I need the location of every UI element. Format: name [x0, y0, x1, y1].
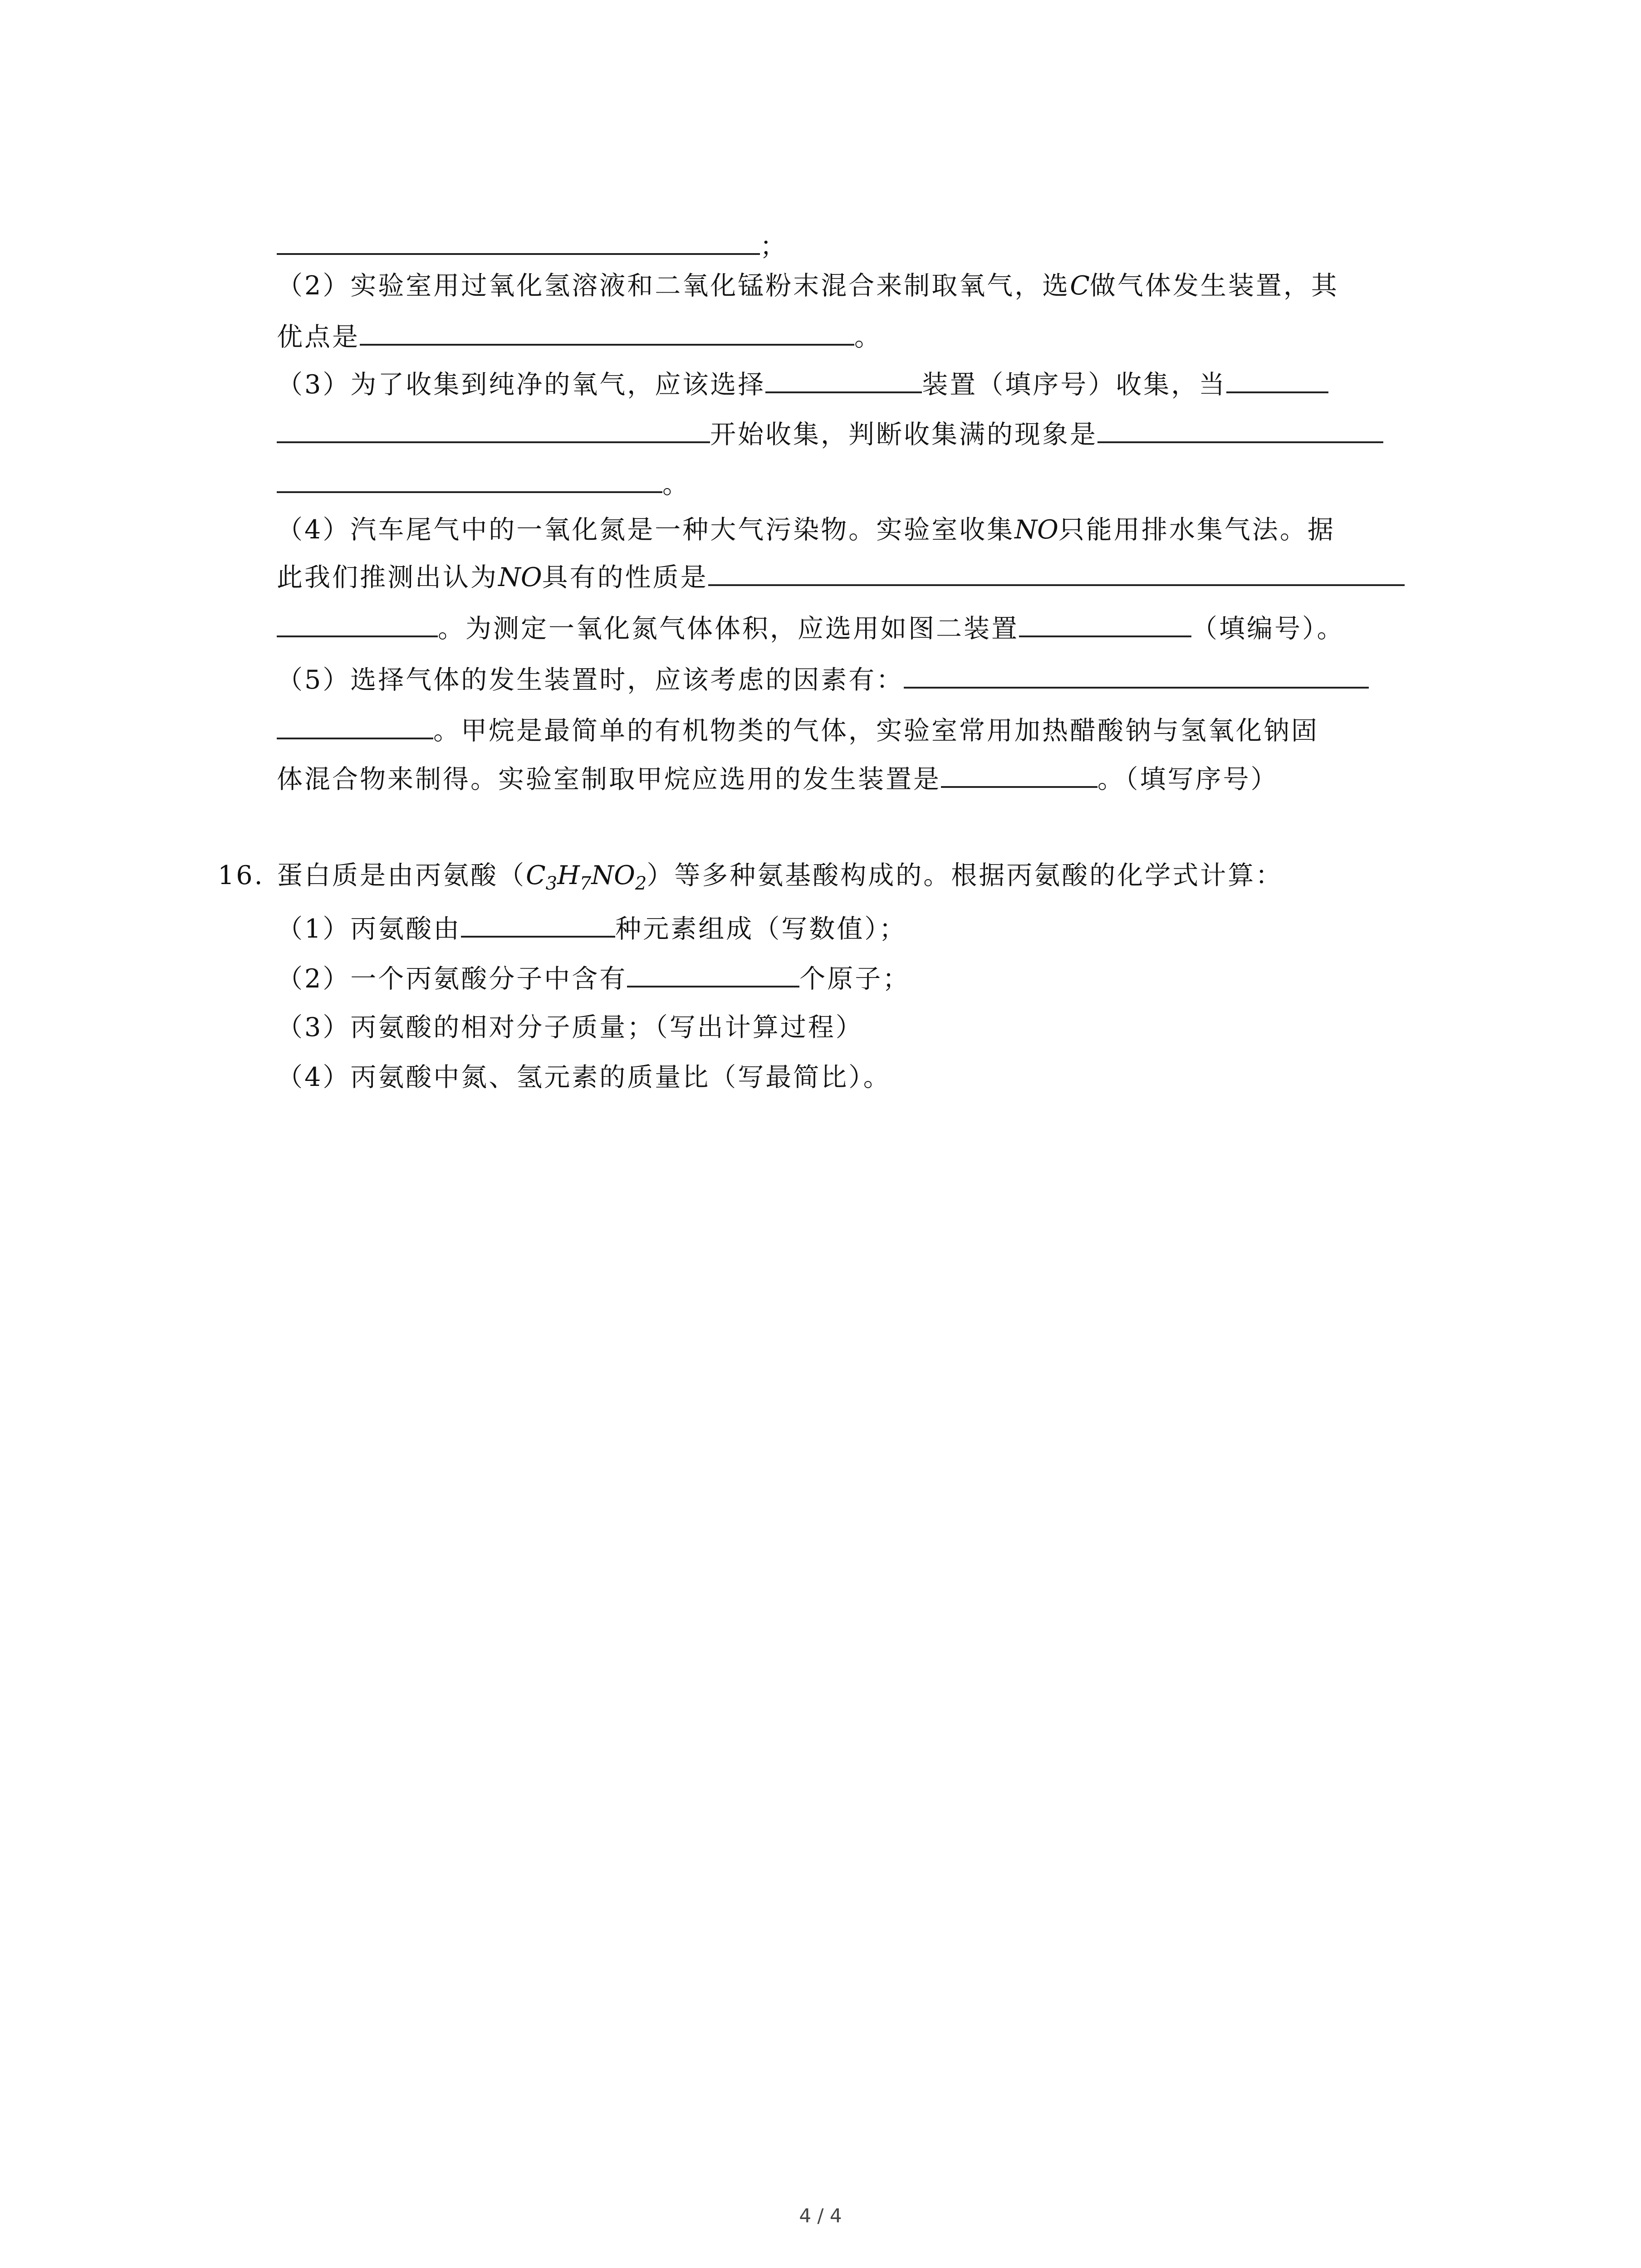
q16-sub-4: （4）丙氨酸中氮、氢元素的质量比（写最简比）。	[277, 1062, 891, 1092]
variable-c: C	[1070, 271, 1090, 301]
q15-part2-line-2: 优点是 。	[277, 318, 882, 355]
q15-part4-line-2: 此我们推测出认为NO具有的性质是	[277, 558, 1405, 596]
question-number: 16.	[218, 860, 265, 890]
q16-sub-2: （2）一个丙氨酸分子中含有 个原子；	[277, 959, 910, 997]
answer-blank[interactable]	[461, 909, 615, 938]
answer-blank[interactable]	[765, 365, 922, 393]
q15-part4-line: （4）汽车尾气中的一氧化氮是一种大气污染物。实验室收集NO只能用排水集气法。据	[277, 515, 1335, 545]
q15-part5-line: （5）选择气体的发生装置时，应该考虑的因素有：	[277, 660, 1369, 698]
q16-sub-1: （1）丙氨酸由 种元素组成（写数值）；	[277, 909, 907, 947]
answer-blank[interactable]	[1097, 415, 1383, 443]
chemical-formula: $C_3H_7NO_2$	[526, 860, 647, 894]
answer-blank[interactable]	[1226, 365, 1328, 393]
q15-line-1: ；	[277, 227, 788, 264]
answer-blank[interactable]	[277, 415, 710, 443]
answer-blank[interactable]	[627, 959, 799, 987]
page-number: 4 / 4	[799, 2204, 842, 2227]
q15-part3-line-3: 。	[277, 465, 690, 503]
answer-blank[interactable]	[277, 227, 760, 255]
answer-blank[interactable]	[360, 318, 854, 346]
q15-part3-line-2: 开始收集，判断收集满的现象是	[277, 415, 1383, 453]
answer-blank[interactable]	[708, 558, 1405, 586]
answer-blank[interactable]	[277, 711, 433, 739]
q15-part2-line: （2）实验室用过氧化氢溶液和二氧化锰粉末混合来制取氧气，选C做气体发生装置，其	[277, 271, 1339, 301]
q15-part5-line-3: 体混合物来制得。实验室制取甲烷应选用的发生装置是 。（填写序号）	[277, 760, 1279, 797]
answer-blank[interactable]	[1019, 609, 1191, 637]
q16-stem: 蛋白质是由丙氨酸$(C_3H_7NO_2)$等多种氨基酸构成的。根据丙氨酸的化学式计算：	[277, 860, 1283, 894]
answer-blank[interactable]	[277, 465, 662, 493]
answer-blank[interactable]	[904, 660, 1369, 689]
answer-blank[interactable]	[941, 760, 1097, 788]
q16-sub-3: （3）丙氨酸的相对分子质量；（写出计算过程）	[277, 1012, 863, 1042]
q15-part3-line: （3）为了收集到纯净的氧气，应该选择 装置（填序号）收集，当	[277, 365, 1328, 403]
answer-blank[interactable]	[277, 609, 438, 637]
q15-part5-line-2: 。甲烷是最简单的有机物类的气体，实验室常用加热醋酸钠与氢氧化钠固	[277, 711, 1319, 749]
q15-part4-line-3: 。为测定一氧化氮气体体积，应选用如图二装置 （填编号）。	[277, 609, 1345, 647]
